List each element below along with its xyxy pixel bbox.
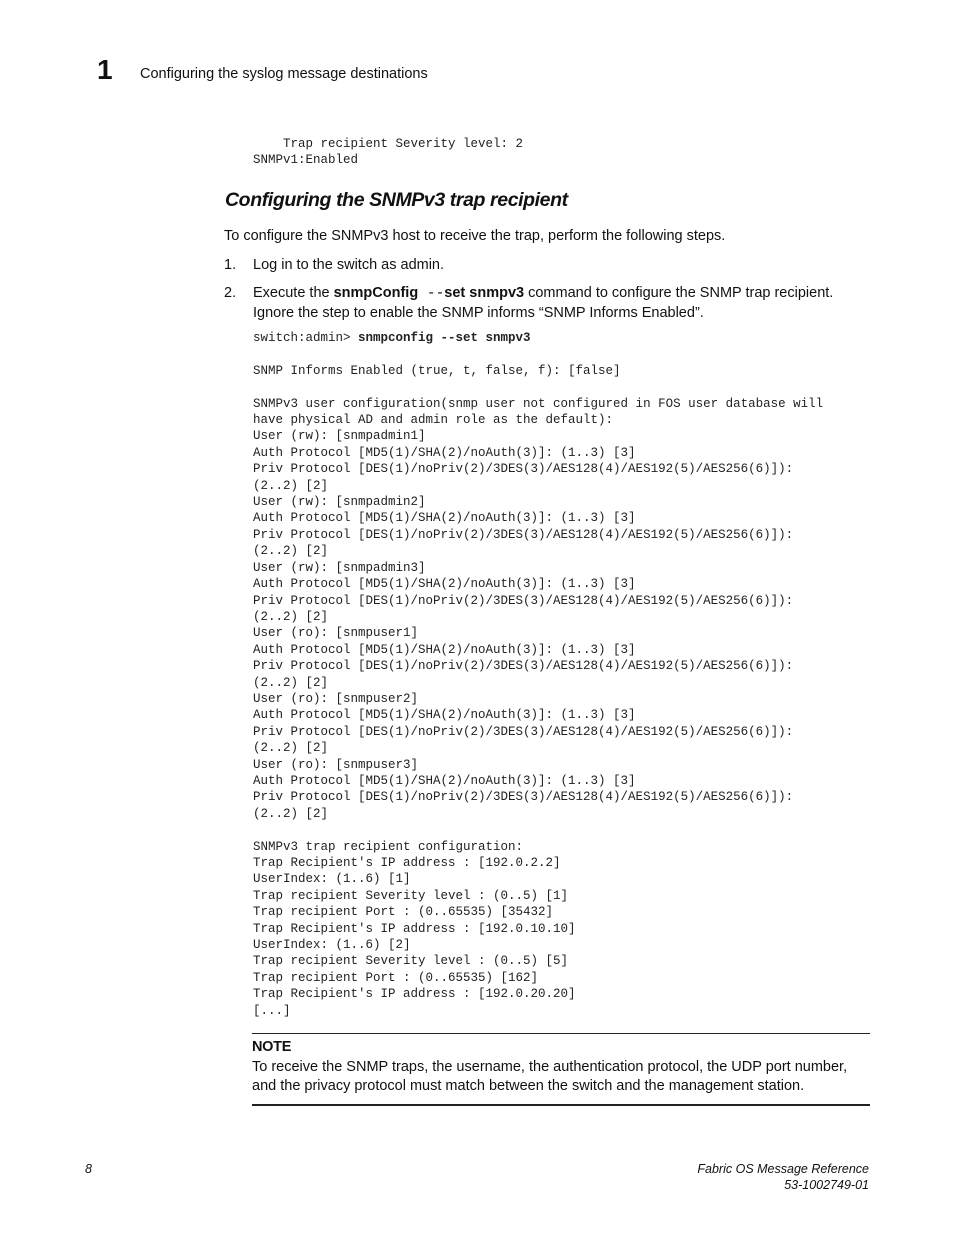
code-command: snmpconfig --set snmpv3 [358, 331, 531, 345]
option-dashes: -- [418, 286, 445, 302]
command-name: snmpConfig [333, 285, 419, 301]
step-2 [224, 284, 874, 323]
footer-doc-title: Fabric OS Message Reference [697, 1162, 869, 1176]
note-label: NOTE [252, 1039, 292, 1055]
footer-doc-number: 53-1002749-01 [784, 1177, 869, 1192]
chapter-number: 1 [97, 54, 113, 85]
step-suffix: command to configure the SNMP trap recipient. Ignore the step to enable the SNMP informs “SNMP Informs Enabled”. [253, 285, 834, 321]
intro-code-block: Trap recipient Severity level: 2 SNMPv1:Enabled [253, 137, 524, 168]
code-block [253, 330, 823, 1019]
step-text: Log in to the switch as admin. [253, 257, 445, 273]
step-text [253, 284, 874, 323]
intro-paragraph: To configure the SNMPv3 host to receive the trap, perform the following steps. [224, 228, 726, 244]
step-number: 1. [224, 257, 237, 273]
footer-doc-info [697, 1162, 869, 1193]
section-heading: Configuring the SNMPv3 trap recipient [225, 189, 568, 211]
step-1 [224, 256, 874, 275]
command-option: set snmpv3 [444, 285, 525, 301]
note-box [252, 1033, 870, 1106]
code-prompt: switch:admin> [253, 331, 359, 345]
chapter-title: Configuring the syslog message destinations [140, 66, 428, 82]
step-number: 2. [224, 285, 237, 301]
step-prefix: Execute the [253, 285, 334, 301]
note-text: To receive the SNMP traps, the username, the authentication protocol, the UDP port number, and the privacy protocol must match between the switch and the management station. [252, 1059, 848, 1094]
code-output: SNMP Informs Enabled (true, t, false, f): [false] SNMPv3 user configuration(snmp user not configured in FOS user database will have physical AD and admin role as the default): User (rw): [snmpadmin1] Auth Protocol [MD5(1)/SHA(2)/noAuth(3)]: (1..3) [3] Priv Protocol [DES(1)/noPriv(2)/3DES(3)/AES128(4)/AES192(5)/AES256(6)]): (2..2) [2] User (rw): [snmpadmin2] Auth Protocol [MD5(1)/SHA(2)/noAuth(3)]: (1..3) [3] Priv Protocol [DES(1)/noPriv(2)/3DES(3)/AES128(4)/AES192(5)/AES256(6)]): (2..2) [2] User (rw): [snmpadmin3] Auth Protocol [MD5(1)/SHA(2)/noAuth(3)]: (1..3) [3] Priv Protocol [DES(1)/noPriv(2)/3DES(3)/AES128(4)/AES192(5)/AES256(6)]): (2..2) [2] User (ro): [snmpuser1] Auth Protocol [MD5(1)/SHA(2)/noAuth(3)]: (1..3) [3] Priv Protocol [DES(1)/noPriv(2)/3DES(3)/AES128(4)/AES192(5)/AES256(6)]): (2..2) [2] User (ro): [snmpuser2] Auth Protocol [MD5(1)/SHA(2)/noAuth(3)]: (1..3) [3] Priv Protocol [DES(1)/noPriv(2)/3DES(3)/AES128(4)/AES192(5)/AES256(6)]): (2..2) [2] User (ro): [snmpuser3] Auth Protocol [MD5(1)/SHA(2)/noAuth(3)]: (1..3) [3] Priv Protocol [DES(1)/noPriv(2)/3DES(3)/AES128(4)/AES192(5)/AES256(6)]): (2..2) [2] SNMPv3 trap recipient configuration: Trap Recipient's IP address : [192.0.2.2] UserIndex: (1..6) [1] Trap recipient Severity level : (0..5) [1] Trap recipient Port : (0..65535) [35432] Trap Recipient's IP address : [192.0.10.10] UserIndex: (1..6) [2] Trap recipient Severity level : (0..5) [5] Trap recipient Port : (0..65535) [162] Trap Recipient's IP address : [192.0.20.20] [...] [253, 363, 824, 1018]
footer-page-number: 8 [85, 1162, 92, 1176]
